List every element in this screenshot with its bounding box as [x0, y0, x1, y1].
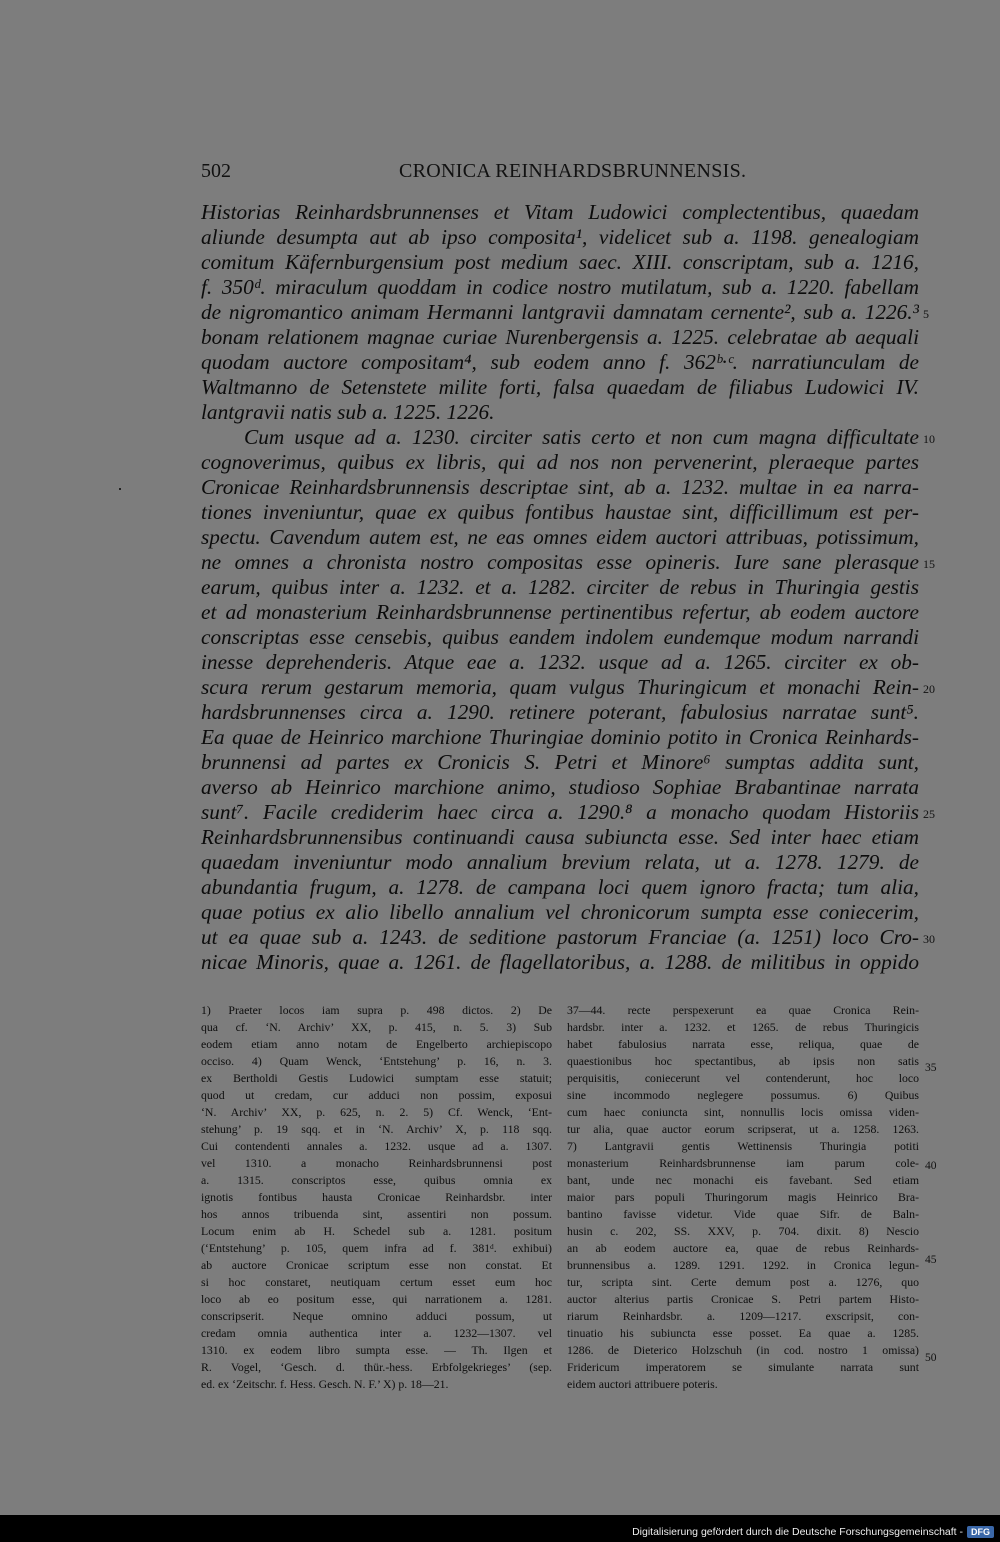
text-line: brunnensi ad partes ex Cronicis S. Petri et Minore⁶ sumptas addita sunt,	[201, 750, 919, 774]
footnote-line: eidem auctori attribuere poteris.	[567, 1377, 718, 1391]
line-number: 35	[925, 1062, 937, 1074]
footnote-line: vel 1310. a monacho Reinhardsbrunnensi post	[201, 1156, 552, 1170]
footnote-line: brunnensibus a. 1289. 1291. 1292. in Cronica legun-	[567, 1258, 919, 1272]
text-line: tiones inveniuntur, quae ex quibus fontibus haustae sint, difficillimum est per-	[201, 500, 919, 524]
footnote-line: R. Vogel, ‘Gesch. d. thür.-hess. Erbfolgekrieges’ (sep.	[201, 1360, 552, 1374]
footnote-line: Fridericum imperatorem se simulante narrata sunt	[567, 1360, 919, 1374]
text-line: de nigromantico animam Hermanni lantgravii damnatam cernente², sub a. 1226.³	[201, 300, 919, 324]
line-number: 20	[923, 682, 935, 696]
footnote-line: 1310. ex eodem libro sumpta esse. — Th. Ilgen et	[201, 1343, 552, 1357]
footnote-line: ex Bertholdi Gestis Ludowici sumptam esse statuit;	[201, 1071, 552, 1085]
text-line: quodam auctore compositam⁴, sub eodem anno f. 362ᵇ·ᶜ. narratiunculam de	[201, 350, 919, 374]
text-line: cognoverimus, quibus ex libris, qui ad nos non pervenerint, pleraeque partes	[201, 450, 919, 474]
text-line: hardsbrunnenses circa a. 1290. retinere poterant, fabulosius narratae sunt⁵.	[201, 700, 919, 724]
page-number: 502	[201, 160, 231, 182]
text-line: aliunde desumpta aut ab ipso composita¹, videlicet sub a. 1198. genealogiam	[201, 225, 919, 249]
footnote-line: 1286. de Dieterico Holzschuh (in cod. nostro 1 omissa)	[567, 1343, 919, 1357]
footnote-line: stehung’ p. 19 sqq. et in ‘N. Archiv’ X, p. 118 sqq.	[201, 1122, 552, 1136]
line-number: 5	[923, 307, 929, 321]
footnote-line: ‘N. Archiv’ XX, p. 625, n. 2. 5) Cf. Wenck, ‘Ent-	[201, 1105, 552, 1119]
footnote-line: 37—44. recte perspexerunt ea quae Cronica Rein-	[567, 1003, 919, 1017]
footnote-line: an ab eodem auctore ea, quae de rebus Reinhards-	[567, 1241, 919, 1255]
text-line: quaedam inveniuntur modo annalium brevium relata, ut a. 1278. 1279. de	[201, 850, 919, 874]
footnote-line: riarum Reinhardsbr. a. 1209—1217. exscripsit, con-	[567, 1309, 919, 1323]
footnote-line: bantino favisse videtur. Vide quae Sifr. de Baln-	[567, 1207, 919, 1221]
footnote-line: Cui contendenti annales a. 1232. usque ad a. 1307.	[201, 1139, 552, 1153]
text-line: scura rerum gestarum memoria, quam vulgus Thuringicum et monachi Rein-	[201, 675, 919, 699]
footnote-line: quaestionibus hoc spectantibus, ab ipsis non satis	[567, 1054, 919, 1068]
footnote-line: (‘Entstehung’ p. 105, quem infra ad f. 381ᵈ. exhibui)	[201, 1241, 552, 1255]
footnote-line: credam omnia authentica inter a. 1232—1307. vel	[201, 1326, 552, 1340]
line-number: 10	[923, 432, 935, 446]
scan-speck	[119, 488, 121, 490]
footnote-line: occiso. 4) Quam Wenck, ‘Entstehung’ p. 16, n. 3.	[201, 1054, 552, 1068]
footnote-line: a. 1315. conscriptos esse, quibus omnia ex	[201, 1173, 552, 1187]
footnote-line: habet fabulosius narrata esse, reliqua, quae de	[567, 1037, 919, 1051]
text-line: conscriptas esse censebis, quibus eandem indolem eundemque modum narrandi	[201, 625, 919, 649]
footnote-line: maior pars populi Thuringorum magis Heinrico Bra-	[567, 1190, 919, 1204]
footnote-line: 7) Lantgravii gentis Wettinensis Thuringia potiti	[567, 1139, 919, 1153]
text-line: ut ea quae sub a. 1243. de seditione pastorum Franciae (a. 1251) loco Cro-	[201, 925, 919, 949]
text-line: et ad monasterium Reinhardsbrunnense pertinentibus refertur, ab eodem auctore	[201, 600, 919, 624]
text-line: inesse deprehenderis. Atque eae a. 1232. usque ad a. 1265. circiter ex ob-	[201, 650, 919, 674]
footnote-line: ignotis fontibus hausta Cronicae Reinhardsbr. inter	[201, 1190, 552, 1204]
dfg-logo[interactable]: DFG	[967, 1526, 994, 1538]
line-number: 50	[925, 1352, 937, 1364]
text-line: Cum usque ad a. 1230. circiter satis certo et non cum magna difficultate	[244, 425, 919, 449]
footnote-line: conscripserit. Neque omnino adduci possum, ut	[201, 1309, 552, 1323]
text-line: earum, quibus inter a. 1232. et a. 1282. circiter de rebus in Thuringia gestis	[201, 575, 919, 599]
footnote-line: tinuatio his subiuncta esse posset. Ea quae a. 1285.	[567, 1326, 919, 1340]
text-line: bonam relationem magnae curiae Nurenbergensis a. 1225. celebratae ab aequali	[201, 325, 919, 349]
text-line: f. 350ᵈ. miraculum quoddam in codice nostro mutilatum, sub a. 1220. fabellam	[201, 275, 919, 299]
footnote-line: loco ab eo positum esse, qui narrationem a. 1281.	[201, 1292, 552, 1306]
text-line: Historias Reinhardsbrunnenses et Vitam Ludowici complectentibus, quaedam	[201, 200, 919, 224]
text-line: Reinhardsbrunnensibus continuandi causa subiuncta esse. Sed inter haec etiam	[201, 825, 919, 849]
line-number: 15	[923, 557, 935, 571]
footnote-line: si hoc constaret, neutiquam certum esset eum hoc	[201, 1275, 552, 1289]
footnote-line: tur alia, quae auctor eorum scripserat, ut a. 1258. 1263.	[567, 1122, 919, 1136]
footnote-line: hos annos tribuenda sint, assentiri non possum.	[201, 1207, 552, 1221]
text-line: sunt⁷. Facile crediderim haec circa a. 1290.⁸ a monacho quodam Historiis	[201, 800, 919, 824]
footnote-line: Locum enim ab H. Schedel sub a. 1281. positum	[201, 1224, 552, 1238]
footnote-line: auctor alterius partis Cronicae S. Petri partem Histo-	[567, 1292, 919, 1306]
footnote-line: husin c. 202, SS. XXV, p. 704. dixit. 8) Nescio	[567, 1224, 919, 1238]
text-line: quae potius ex alio libello annalium vel chronicorum sumpta esse coniecerim,	[201, 900, 919, 924]
digitization-credit	[632, 1524, 994, 1540]
text-line: ne omnes a chronista nostro compositas esse opineris. Iure sane plerasque	[201, 550, 919, 574]
running-title: CRONICA REINHARDSBRUNNENSIS.	[399, 160, 747, 182]
footnote-line: sine incommodo neglegere possumus. 6) Quibus	[567, 1088, 919, 1102]
line-number: 25	[923, 807, 935, 821]
footnote-line: bant, unde nec monachi eis favebant. Sed etiam	[567, 1173, 919, 1187]
text-line: Waltmanno de Setenstete milite forti, falsa quaedam de filiabus Ludowici IV.	[201, 375, 919, 399]
footnote-line: qua cf. ‘N. Archiv’ XX, p. 415, n. 5. 3) Sub	[201, 1020, 552, 1034]
credit-text: Digitalisierung gefördert durch die Deutsche Forschungsgemeinschaft -	[632, 1526, 963, 1538]
footnote-line: ab auctore Cronicae scriptum esse non constat. Et	[201, 1258, 552, 1272]
footnote-line: monasterium Reinhardsbrunnense iam parum cole-	[567, 1156, 919, 1170]
footnote-line: eodem etiam anno notam de Engelberto archiepiscopo	[201, 1037, 552, 1051]
line-number: 40	[925, 1160, 937, 1172]
footnote-line: quod ut credam, cur adduci non possim, exposui	[201, 1088, 552, 1102]
text-line: averso ab Heinrico marchione animo, studioso Sophiae Brabantinae narrata	[201, 775, 919, 799]
footnote-line: perquisitis, coniecerunt vel contenderunt, hoc loco	[567, 1071, 919, 1085]
text-line: abundantia frugum, a. 1278. de campana loci quem ignoro fracta; tum alia,	[201, 875, 919, 899]
text-line: Cronicae Reinhardsbrunnensis descriptae sint, ab a. 1232. multae in ea narra-	[201, 475, 919, 499]
footnote-line: ed. ex ‘Zeitschr. f. Hess. Gesch. N. F.’ X) p. 18—21.	[201, 1377, 449, 1391]
text-line: comitum Käfernburgensium post medium saec. XIII. conscriptam, sub a. 1216,	[201, 250, 919, 274]
line-number: 45	[925, 1254, 937, 1266]
line-number: 30	[923, 932, 935, 946]
footnote-line: 1) Praeter locos iam supra p. 498 dictos. 2) De	[201, 1003, 552, 1017]
footnote-line: cum haec coniuncta sint, nonnullis locis omissa viden-	[567, 1105, 919, 1119]
text-line: Ea quae de Heinrico marchione Thuringiae dominio potito in Cronica Reinhards-	[201, 725, 919, 749]
text-line: lantgravii natis sub a. 1225. 1226.	[201, 400, 495, 424]
footnote-line: tur, scripta sint. Certe demum post a. 1276, quo	[567, 1275, 919, 1289]
footnote-line: hardsbr. inter a. 1232. et 1265. de rebus Thuringicis	[567, 1020, 919, 1034]
text-line: spectu. Cavendum autem est, ne eas omnes eidem auctori attribuas, potissimum,	[201, 525, 919, 549]
text-line: nicae Minoris, quae a. 1261. de flagellatoribus, a. 1288. de militibus in oppido	[201, 950, 919, 974]
